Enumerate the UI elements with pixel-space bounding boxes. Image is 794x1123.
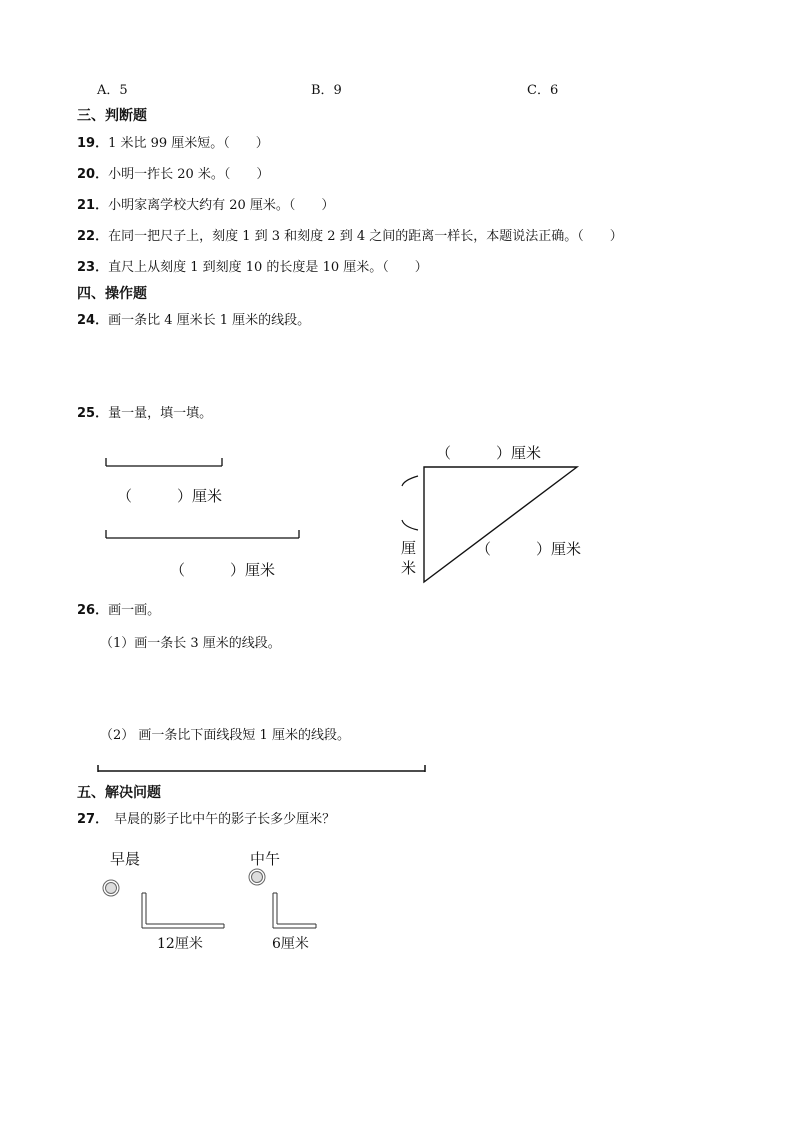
option-b: B．9 bbox=[311, 83, 342, 98]
question-26-sub1: （1）画一条长 3 厘米的线段。 bbox=[100, 636, 281, 651]
measure-segment-long bbox=[106, 530, 299, 538]
question-text: 量一量，填一填。 bbox=[108, 406, 213, 421]
question-number: 22． bbox=[77, 229, 109, 244]
blank-long-segment: （ ）厘米 bbox=[170, 561, 276, 579]
section-heading-solve: 五、解决问题 bbox=[77, 785, 161, 801]
reference-segment bbox=[98, 765, 425, 772]
question-number: 27． bbox=[77, 812, 109, 827]
noon-shadow-length: 6厘米 bbox=[272, 936, 309, 952]
measure-segment-short bbox=[106, 458, 222, 466]
question-number: 21． bbox=[77, 198, 109, 213]
question-number: 19． bbox=[77, 136, 109, 151]
question-text: 画一条比 4 厘米长 1 厘米的线段。 bbox=[108, 313, 311, 328]
question-number: 23． bbox=[77, 260, 109, 275]
section-heading-judgment: 三、判断题 bbox=[77, 108, 147, 124]
blank-triangle-hypotenuse: （ ）厘米 bbox=[476, 540, 582, 558]
right-triangle bbox=[424, 467, 577, 582]
blank-triangle-left-unit: 厘米 bbox=[401, 539, 417, 577]
question-number: 24． bbox=[77, 313, 109, 328]
question-text: 小明家离学校大约有 20 厘米。（ ） bbox=[108, 198, 335, 213]
question-number: 26． bbox=[77, 603, 109, 618]
noon-pole-shadow bbox=[273, 893, 316, 928]
blank-short-segment: （ ）厘米 bbox=[117, 487, 223, 505]
morning-pole-shadow bbox=[142, 893, 224, 928]
question-number: 20． bbox=[77, 167, 109, 182]
option-c: C．6 bbox=[527, 83, 559, 98]
question-text: 小明一拃长 20 米。（ ） bbox=[108, 167, 270, 182]
blank-triangle-top: （ ）厘米 bbox=[436, 444, 542, 462]
question-26 bbox=[77, 603, 160, 619]
section-heading-operation: 四、操作题 bbox=[77, 286, 147, 302]
question-number: 25． bbox=[77, 406, 109, 421]
label-morning: 早晨 bbox=[110, 850, 141, 868]
sun-icon-noon bbox=[249, 869, 265, 885]
question-text: 早晨的影子比中午的影子长多少厘米？ bbox=[114, 812, 336, 827]
left-paren-bottom bbox=[402, 520, 418, 530]
question-text: 在同一把尺子上，刻度 1 到 3 和刻度 2 到 4 之间的距离一样长，本题说法正确。（ ） bbox=[108, 229, 623, 244]
question-text: 画一画。 bbox=[108, 603, 161, 618]
morning-shadow-length: 12厘米 bbox=[157, 936, 203, 952]
label-noon: 中午 bbox=[250, 850, 281, 868]
option-a: A．5 bbox=[97, 83, 128, 98]
left-paren-top bbox=[402, 476, 418, 486]
sun-icon-morning bbox=[103, 880, 119, 896]
question-text: 直尺上从刻度 1 到刻度 10 的长度是 10 厘米。（ ） bbox=[108, 260, 428, 275]
question-26-sub2: （2） 画一条比下面线段短 1 厘米的线段。 bbox=[100, 728, 350, 743]
question-text: 1 米比 99 厘米短。（ ） bbox=[108, 136, 269, 151]
question-27 bbox=[77, 812, 335, 828]
